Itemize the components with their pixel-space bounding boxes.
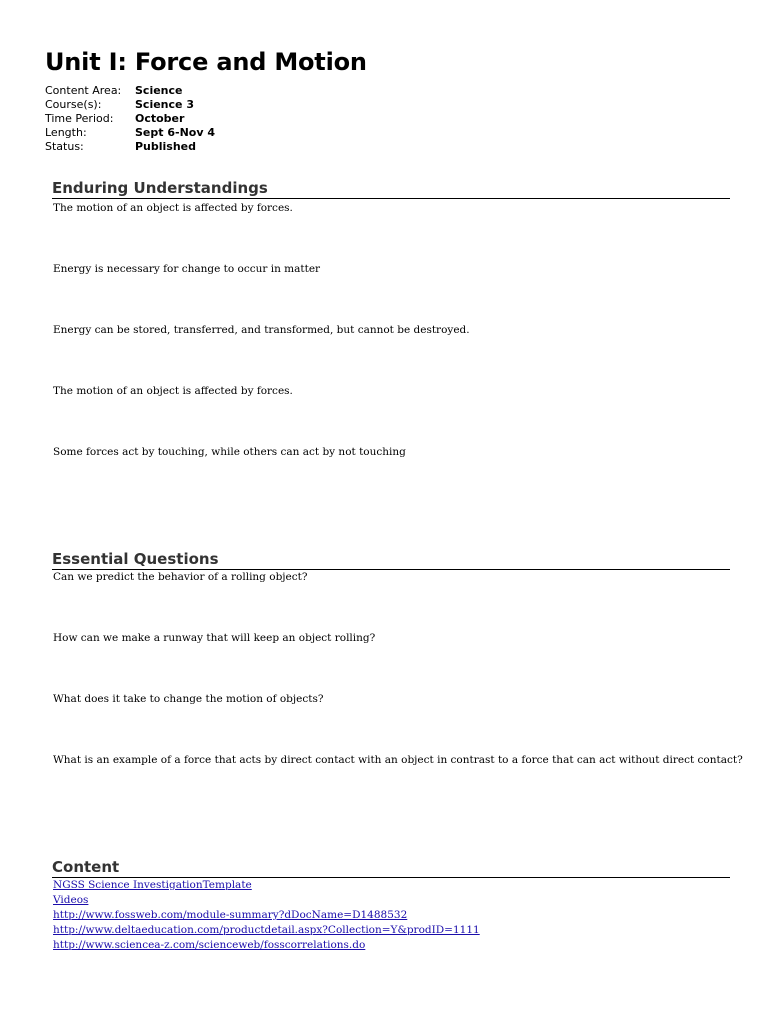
link-sciencea-z[interactable]: http://www.sciencea-z.com/scienceweb/fosscorrelations.do xyxy=(53,939,366,951)
list-item xyxy=(53,938,733,953)
enduring-understandings-list xyxy=(53,201,733,506)
content-links-list xyxy=(53,878,733,953)
meta-label: Course(s): xyxy=(45,98,102,111)
list-item: The motion of an object is affected by forces. xyxy=(53,385,293,397)
list-item xyxy=(53,893,733,908)
list-item xyxy=(53,923,733,938)
meta-value: Sept 6-Nov 4 xyxy=(135,126,215,139)
meta-row-content-area xyxy=(45,84,215,98)
list-item: The motion of an object is affected by forces. xyxy=(53,202,293,214)
meta-row-time-period xyxy=(45,112,215,126)
link-deltaeducation[interactable]: http://www.deltaeducation.com/productdetail.aspx?Collection=Y&prodID=1111 xyxy=(53,924,480,936)
meta-value: October xyxy=(135,112,185,125)
list-item xyxy=(53,908,733,923)
link-fossweb[interactable]: http://www.fossweb.com/module-summary?dDocName=D1488532 xyxy=(53,909,408,921)
enduring-understandings-heading: Enduring Understandings xyxy=(52,179,730,199)
list-item: What is an example of a force that acts by direct contact with an object in contrast to a force that can act without direct contact? xyxy=(53,754,743,766)
page-title: Unit I: Force and Motion xyxy=(45,48,367,76)
link-videos[interactable]: Videos xyxy=(53,894,89,906)
meta-label: Status: xyxy=(45,140,84,153)
meta-row-length xyxy=(45,126,215,140)
list-item: Energy can be stored, transferred, and transformed, but cannot be destroyed. xyxy=(53,324,470,336)
list-item: Some forces act by touching, while others can act by not touching xyxy=(53,446,406,458)
meta-value: Science 3 xyxy=(135,98,194,111)
list-item xyxy=(53,878,733,893)
content-heading: Content xyxy=(52,858,730,878)
meta-row-courses xyxy=(45,98,215,112)
essential-questions-list xyxy=(53,570,743,814)
link-ngss-template[interactable]: NGSS Science InvestigationTemplate xyxy=(53,879,252,891)
meta-value: Published xyxy=(135,140,197,153)
meta-row-status xyxy=(45,140,215,154)
unit-metadata xyxy=(45,84,215,154)
essential-questions-heading: Essential Questions xyxy=(52,550,730,570)
meta-label: Time Period: xyxy=(45,112,114,125)
meta-label: Length: xyxy=(45,126,87,139)
list-item: Energy is necessary for change to occur in matter xyxy=(53,263,321,275)
meta-value: Science xyxy=(135,84,183,97)
list-item: How can we make a runway that will keep an object rolling? xyxy=(53,632,376,644)
list-item: What does it take to change the motion of objects? xyxy=(53,693,324,705)
meta-label: Content Area: xyxy=(45,84,122,97)
list-item: Can we predict the behavior of a rolling object? xyxy=(53,571,308,583)
